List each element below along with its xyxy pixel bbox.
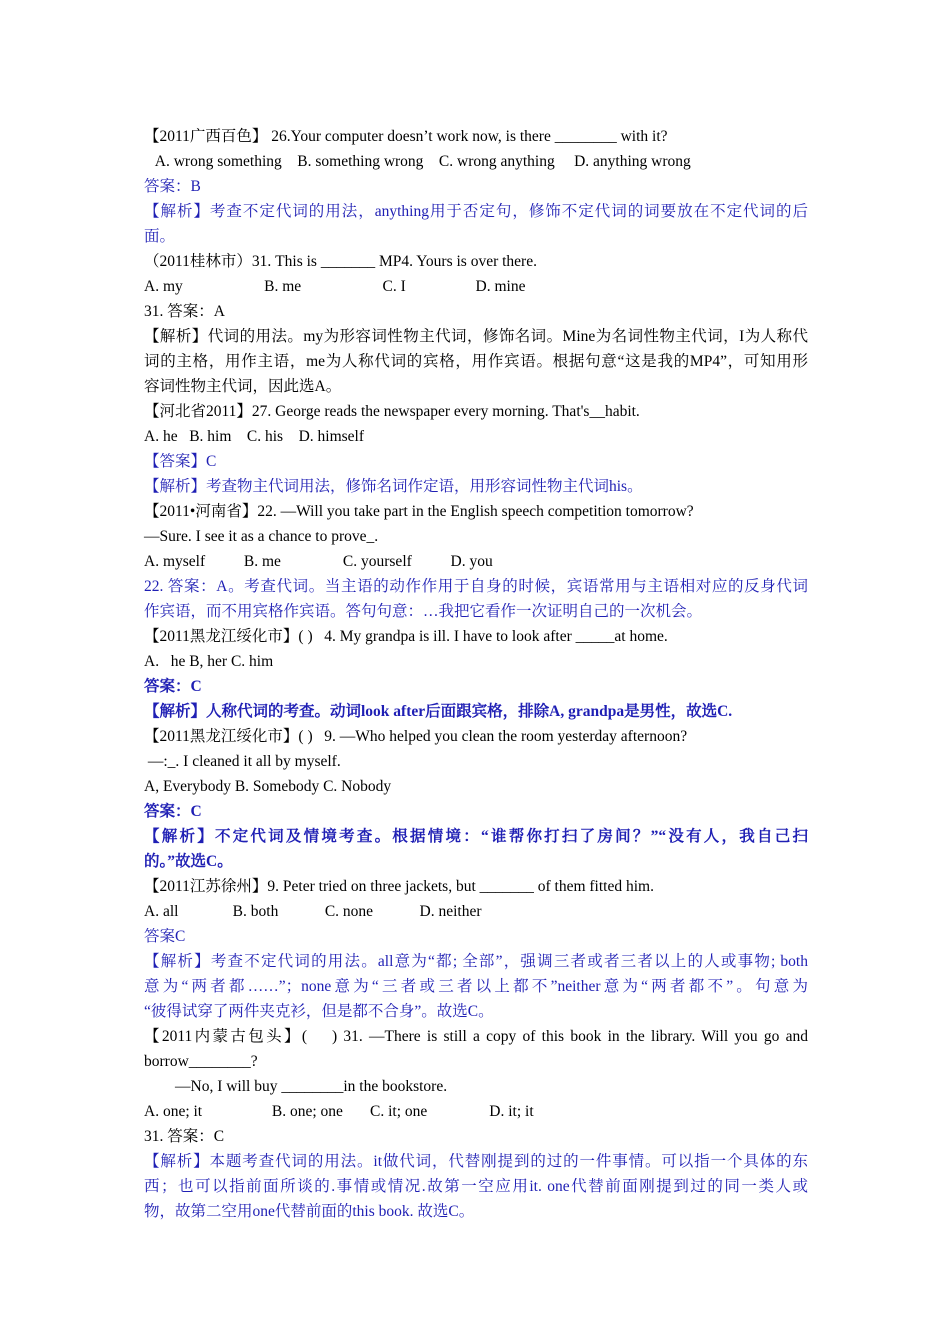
q-baotou-answer: 31. 答案：C: [144, 1128, 225, 1145]
q-xuzhou-analysis-2: 意为“两者都……”；none意为“三者或三者以上都不”neither意为“两者都不”。句意为: [144, 978, 808, 995]
q-suihua-9-stem: 【2011黑龙江绥化市】( ) 9. —Who helped you clean the room yesterday afternoon?: [144, 728, 688, 745]
q-suihua-4-options: A. he B, her C. him: [144, 653, 274, 670]
q-henan-options: A. myself B. me C. yourself D. you: [144, 553, 493, 570]
q-baotou-options: A. one; it B. one; one C. it; one D. it; it: [144, 1103, 534, 1120]
q-guilin-analysis: 【解析】代词的用法。my为形容词性物主代词，修饰名词。Mine为名词性物主代词，I为人称代: [144, 328, 808, 345]
q-xuzhou-answer: 答案C: [144, 928, 186, 945]
q-guilin-answer: 31. 答案：A: [144, 303, 225, 320]
q-baotou-analysis-2: 西；也可以指前面所谈的.事情或情况.故第一空应用it. one代替前面刚提到过的同一类人或: [144, 1178, 808, 1195]
q-baotou-analysis: 【解析】本题考查代词的用法。it做代词，代替刚提到的过的一件事情。可以指一个具体的东: [144, 1153, 808, 1170]
q-baise-answer: 答案：B: [144, 178, 201, 195]
q-henan-stem-2: —Sure. I see it as a chance to prove_.: [144, 528, 379, 545]
q-xuzhou-analysis-3: “彼得试穿了两件夹克衫，但是都不合身”。故选C。: [144, 1003, 494, 1020]
q-baotou-stem-2: borrow________?: [144, 1053, 258, 1070]
q-guilin-stem: （2011桂林市）31. This is _______ MP4. Yours is over there.: [144, 253, 537, 270]
q-xuzhou-stem: 【2011江苏徐州】9. Peter tried on three jackets, but _______ of them fitted him.: [144, 878, 654, 895]
q-baise-stem: 【2011广西百色】 26.Your computer doesn’t work now, is there ________ with it?: [144, 128, 668, 145]
q-guilin-analysis-2: 词的主格，用作主语，me为人称代词的宾格，用作宾语。根据句意“这是我的MP4”，可知用形: [144, 353, 808, 370]
q-suihua-4-stem: 【2011黑龙江绥化市】( ) 4. My grandpa is ill. I have to look after _____at home.: [144, 628, 668, 645]
q-baotou-stem: 【2011内蒙古包头】( ) 31. —There is still a copy of this book in the library. Will you go and: [144, 1028, 808, 1045]
q-baise-options: A. wrong something B. something wrong C. wrong anything D. anything wrong: [144, 153, 691, 170]
q-xuzhou-options: A. all B. both C. none D. neither: [144, 903, 482, 920]
q-suihua-9-analysis-2: 的。”故选C。: [144, 853, 233, 870]
q-baotou-analysis-3: 物，故第二空用one代替前面的this book. 故选C。: [144, 1203, 475, 1220]
q-baotou-stem-3: —No, I will buy ________in the bookstore.: [144, 1078, 448, 1095]
q-xuzhou-analysis: 【解析】考查不定代词的用法。all意为“都; 全部”，强调三者或者三者以上的人或事物; both: [144, 953, 808, 970]
q-baise-analysis-2: 面。: [144, 228, 176, 245]
q-suihua-9-options: A, Everybody B. Somebody C. Nobody: [144, 778, 392, 795]
q-suihua-9-answer: 答案：C: [144, 803, 202, 820]
q-henan-answer-2: 作宾语，而不用宾格作宾语。答句句意：…我把它看作一次证明自己的一次机会。: [144, 603, 703, 620]
q-hebei-stem: 【河北省2011】27. George reads the newspaper every morning. That's__habit.: [144, 403, 640, 420]
q-henan-stem: 【2011•河南省】22. —Will you take part in the English speech competition tomorrow?: [144, 503, 694, 520]
q-suihua-4-analysis: 【解析】人称代词的考查。动词look after后面跟宾格，排除A, grandpa是男性，故选C.: [144, 703, 733, 720]
q-guilin-options: A. my B. me C. I D. mine: [144, 278, 526, 295]
q-baise-analysis: 【解析】考查不定代词的用法，anything用于否定句，修饰不定代词的词要放在不定代词的后: [144, 203, 808, 220]
q-suihua-9-stem-2: —:_. I cleaned it all by myself.: [144, 753, 341, 770]
q-suihua-9-analysis: 【解析】不定代词及情境考查。根据情境：“谁帮你打扫了房间？”“没有人，我自己扫: [144, 828, 808, 845]
q-hebei-answer: 【答案】C: [144, 453, 217, 470]
q-suihua-4-answer: 答案：C: [144, 678, 202, 695]
q-hebei-options: A. he B. him C. his D. himself: [144, 428, 365, 445]
q-hebei-analysis: 【解析】考查物主代词用法，修饰名词作定语，用形容词性物主代词his。: [144, 478, 643, 495]
q-henan-answer: 22. 答案：A。考查代词。当主语的动作作用于自身的时候，宾语常用与主语相对应的反身代词: [144, 578, 808, 595]
q-guilin-analysis-3: 容词性物主代词，因此选A。: [144, 378, 342, 395]
